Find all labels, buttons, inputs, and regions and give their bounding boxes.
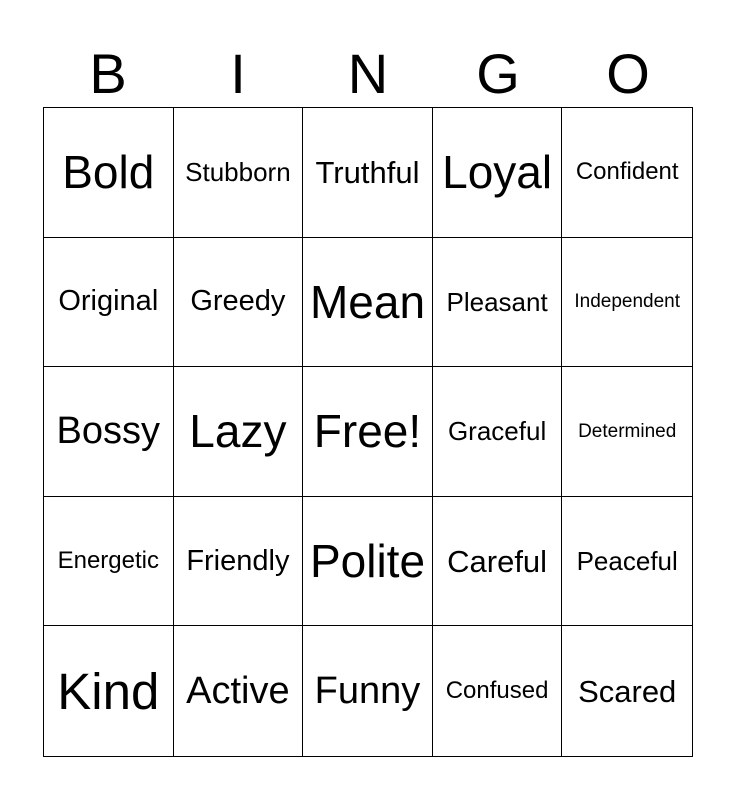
bingo-cell[interactable]: Active (174, 626, 304, 756)
bingo-cell[interactable]: Bold (44, 108, 174, 238)
bingo-cell[interactable]: Greedy (174, 238, 304, 368)
header-letter-g: G (476, 42, 520, 105)
bingo-cell[interactable]: Confident (562, 108, 692, 238)
free-space-cell[interactable]: Free! (303, 367, 433, 497)
bingo-cell[interactable]: Graceful (433, 367, 563, 497)
bingo-cell[interactable]: Loyal (433, 108, 563, 238)
bingo-header (43, 40, 693, 108)
bingo-cell[interactable]: Stubborn (174, 108, 304, 238)
header-letter-i: I (230, 42, 246, 105)
bingo-cell[interactable]: Peaceful (562, 497, 692, 627)
bingo-cell[interactable]: Friendly (174, 497, 304, 627)
bingo-cell[interactable]: Energetic (44, 497, 174, 627)
bingo-cell[interactable]: Mean (303, 238, 433, 368)
bingo-cell[interactable]: Pleasant (433, 238, 563, 368)
header-letter-o: O (606, 42, 650, 105)
bingo-cell[interactable]: Kind (44, 626, 174, 756)
bingo-cell[interactable]: Polite (303, 497, 433, 627)
bingo-cell[interactable]: Determined (562, 367, 692, 497)
bingo-cell[interactable]: Truthful (303, 108, 433, 238)
bingo-cell[interactable]: Original (44, 238, 174, 368)
bingo-cell[interactable]: Funny (303, 626, 433, 756)
bingo-cell[interactable]: Lazy (174, 367, 304, 497)
bingo-cell[interactable]: Scared (578, 673, 677, 709)
bingo-cell[interactable]: Confused (433, 626, 563, 756)
header-letter-b: B (89, 42, 127, 105)
header-letter-n: N (347, 42, 389, 105)
bingo-cell[interactable]: Careful (433, 497, 563, 627)
bingo-cell[interactable]: Independent (562, 238, 692, 368)
bingo-board (43, 107, 693, 757)
bingo-cell[interactable]: Bossy (44, 367, 174, 497)
